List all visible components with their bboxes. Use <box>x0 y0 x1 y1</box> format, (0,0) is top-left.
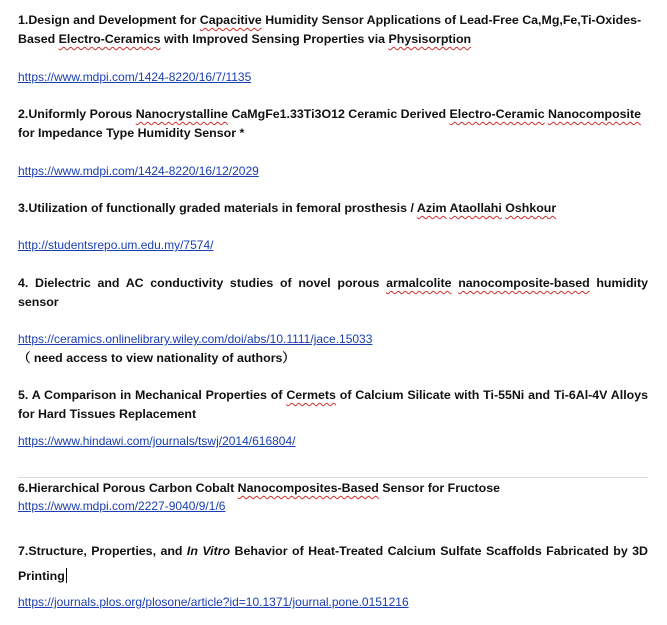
entry-7-title-text: 7.Structure, Properties, and <box>18 544 187 558</box>
entry-7-title-italic: In Vitro <box>186 544 231 558</box>
spellcheck-word[interactable]: Nanocrystalline <box>135 107 229 121</box>
entry-3-title-text: 3.Utilization of functionally graded materials in femoral prosthesis / <box>18 201 417 215</box>
entry-4-title-text: humidity sensor <box>18 276 648 309</box>
entry-5-title-text: of Calcium Silicate with Ti-55Ni and Ti-6Al-4V Alloys for Hard Tissues Replacement <box>18 388 648 421</box>
entry-6-title-text: Sensor for Fructose <box>378 481 500 495</box>
entry-1-title[interactable] <box>18 11 648 49</box>
entry-7-link[interactable]: https://journals.plos.org/plosone/article?id=10.1371/journal.pone.0151216 <box>18 595 409 609</box>
entry-3-link[interactable]: http://studentsrepo.um.edu.my/7574/ <box>18 238 214 252</box>
entry-5-link[interactable]: https://www.hindawi.com/journals/tswj/2014/616804/ <box>18 434 296 448</box>
entry-2-title-text: for Impedance Type Humidity Sensor * <box>18 126 245 140</box>
spellcheck-word[interactable]: Cermets <box>286 388 336 402</box>
entry-5-title-text: 5. A Comparison in Mechanical Properties of <box>18 388 287 402</box>
spellcheck-word[interactable]: Physisorption <box>388 32 472 46</box>
entry-6-title-text: 6.Hierarchical Porous Carbon Cobalt <box>18 481 238 495</box>
spellcheck-word[interactable]: Ataollahi <box>449 201 502 215</box>
entry-1-title-text: 1.Design and Development for <box>18 13 200 27</box>
spellcheck-word[interactable]: Electro-Ceramics <box>58 32 161 46</box>
entry-2-title[interactable] <box>18 105 648 143</box>
text-cursor <box>66 568 67 583</box>
entry-2-title-text: CaMgFe1.33Ti3O12 Ceramic Derived <box>228 107 450 121</box>
entry-1-title-text: Humidity Sensor Applications of Lead-Free Ca,Mg,Fe,Ti-Oxides-Based <box>18 13 642 46</box>
spellcheck-word[interactable]: Azim <box>416 201 447 215</box>
entry-7-title[interactable] <box>18 539 648 589</box>
spellcheck-word[interactable]: Nanocomposite <box>548 107 641 121</box>
entry-4-link[interactable]: https://ceramics.onlinelibrary.wiley.com/doi/abs/10.1111/jace.15033 <box>18 332 373 346</box>
spellcheck-word[interactable]: Capacitive <box>199 13 262 27</box>
entry-3-title[interactable] <box>18 199 648 218</box>
entry-4-title-text: 4. Dielectric and AC conductivity studies of novel porous <box>18 276 387 290</box>
entry-6-title[interactable] <box>18 479 648 498</box>
entry-7-title-text: Behavior of Heat-Treated Calcium Sulfate Scaffolds Fabricated by 3D Printing <box>18 544 649 583</box>
section-divider <box>18 477 648 478</box>
entry-1-title-text: with Improved Sensing Properties via <box>160 32 389 46</box>
entry-6-link[interactable]: https://www.mdpi.com/2227-9040/9/1/6 <box>18 499 226 513</box>
spellcheck-word[interactable]: armalcolite <box>386 276 452 290</box>
entry-2-title-text: 2.Uniformly Porous <box>18 107 136 121</box>
spellcheck-word[interactable]: nanocomposite-based <box>458 276 590 290</box>
spellcheck-word[interactable]: Oshkour <box>505 201 557 215</box>
entry-5-title[interactable] <box>18 386 648 424</box>
spellcheck-word[interactable]: Electro-Ceramic <box>449 107 545 121</box>
entry-1-link[interactable]: https://www.mdpi.com/1424-8220/16/7/1135 <box>18 70 252 84</box>
entry-4-title[interactable] <box>18 274 648 312</box>
entry-2-link[interactable]: https://www.mdpi.com/1424-8220/16/12/2029 <box>18 164 259 178</box>
entry-4-note: （ need access to view nationality of authors） <box>18 351 295 365</box>
entry-4-link-line <box>18 330 648 368</box>
spellcheck-word[interactable]: Nanocomposites-Based <box>237 481 379 495</box>
